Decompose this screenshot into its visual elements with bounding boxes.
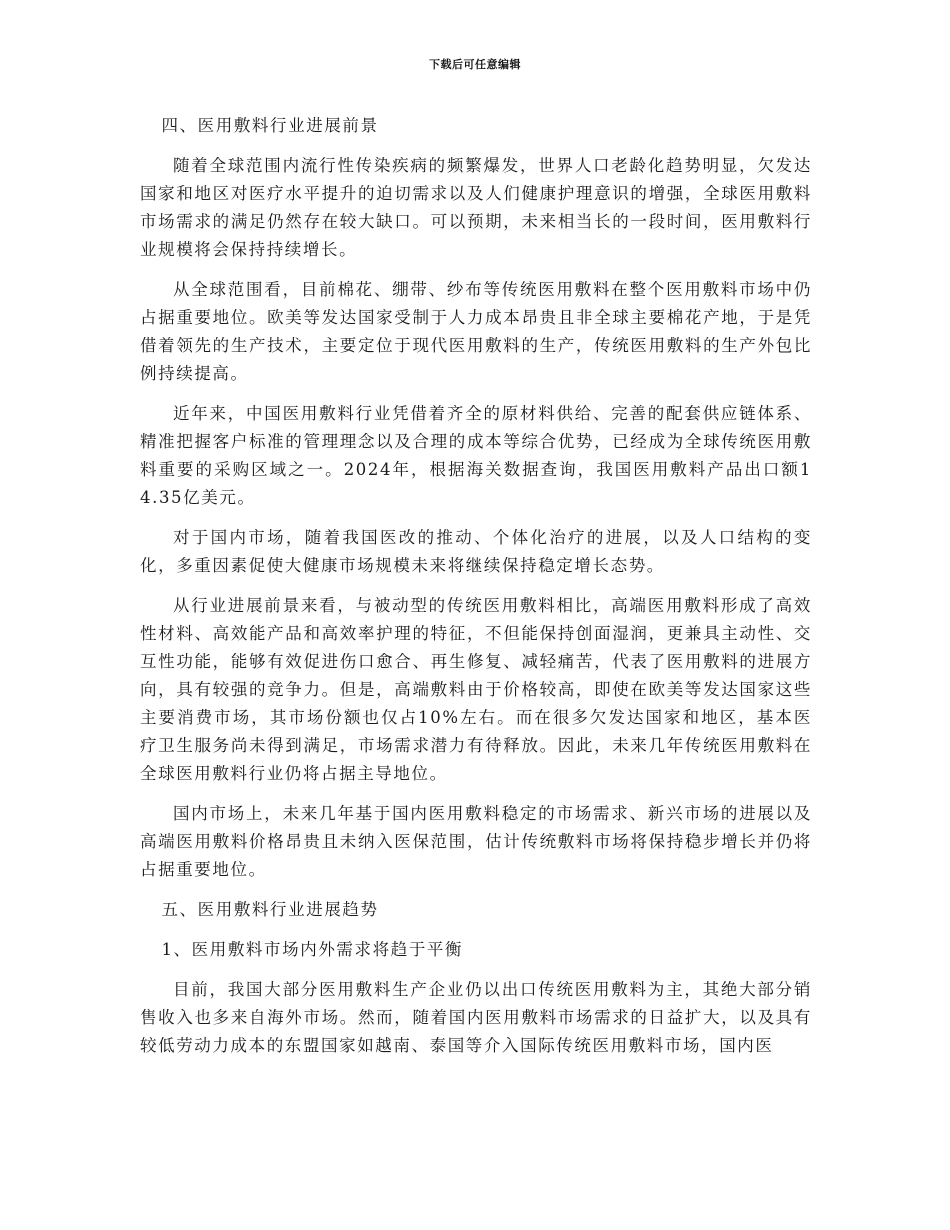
document-body xyxy=(140,112,812,1072)
body-paragraph: 目前，我国大部分医用敷料生产企业仍以出口传统医用敷料为主，其绝大部分销售收入也多来自海外市场。然而，随着国内医用敷料市场需求的日益扩大，以及具有较低劳动力成本的东盟国家如越南、泰国等介入国际传统医用敷料市场，国内医 xyxy=(140,980,812,1055)
body-paragraph: 从行业进展前景来看，与被动型的传统医用敷料相比，高端医用敷料形成了高效性材料、高效能产品和高效率护理的特征，不但能保持创面湿润，更兼具主动性、交互性功能，能够有效促进伤口愈合、再生修复、减轻痛苦，代表了医用敷料的进展方向，具有较强的竞争力。但是，高端敷料由于价格较高，即使在欧美等发达国家这些主要消费市场，其市场份额也仅占10%左右。而在很多欠发达国家和地区，基本医疗卫生服务尚未得到满足，市场需求潜力有待释放。因此，未来几年传统医用敷料在全球医用敷料行业仍将占据主导地位。 xyxy=(140,596,812,783)
body-paragraph: 国内市场上，未来几年基于国内医用敷料稳定的市场需求、新兴市场的进展以及高端医用敷料价格昂贵且未纳入医保范围，估计传统敷料市场将保持稳步增长并仍将占据重要地位。 xyxy=(140,804,812,879)
body-paragraph: 对于国内市场，随着我国医改的推动、个体化治疗的进展，以及人口结构的变化，多重因素促使大健康市场规模未来将继续保持稳定增长态势。 xyxy=(140,528,812,575)
body-paragraph: 从全球范围看，目前棉花、绷带、纱布等传统医用敷料在整个医用敷料市场中仍占据重要地位。欧美等发达国家受制于人力成本昂贵且非全球主要棉花产地，于是凭借着领先的生产技术，主要定位于现代医用敷料的生产，传统医用敷料的生产外包比例持续提高。 xyxy=(140,280,812,383)
subsection-heading: 1、医用敷料市场内外需求将趋于平衡 xyxy=(161,940,464,959)
page-header-note: 下载后可任意编辑 xyxy=(429,58,521,71)
body-paragraph: 随着全球范围内流行性传染疾病的频繁爆发，世界人口老龄化趋势明显，欠发达国家和地区对医疗水平提升的迫切需求以及人们健康护理意识的增强，全球医用敷料市场需求的满足仍然存在较大缺口。可以预期，未来相当长的一段时间，医用敷料行业规模将会保持持续增长。 xyxy=(140,156,812,259)
body-paragraph: 近年来，中国医用敷料行业凭借着齐全的原材料供给、完善的配套供应链体系、精准把握客户标准的管理理念以及合理的成本等综合优势，已经成为全球传统医用敷料重要的采购区域之一。2024年，根据海关数据查询，我国医用敷料产品出口额14.35亿美元。 xyxy=(140,404,812,507)
section-heading: 五、医用敷料行业进展趋势 xyxy=(161,900,379,919)
section-heading: 四、医用敷料行业进展前景 xyxy=(161,116,379,135)
